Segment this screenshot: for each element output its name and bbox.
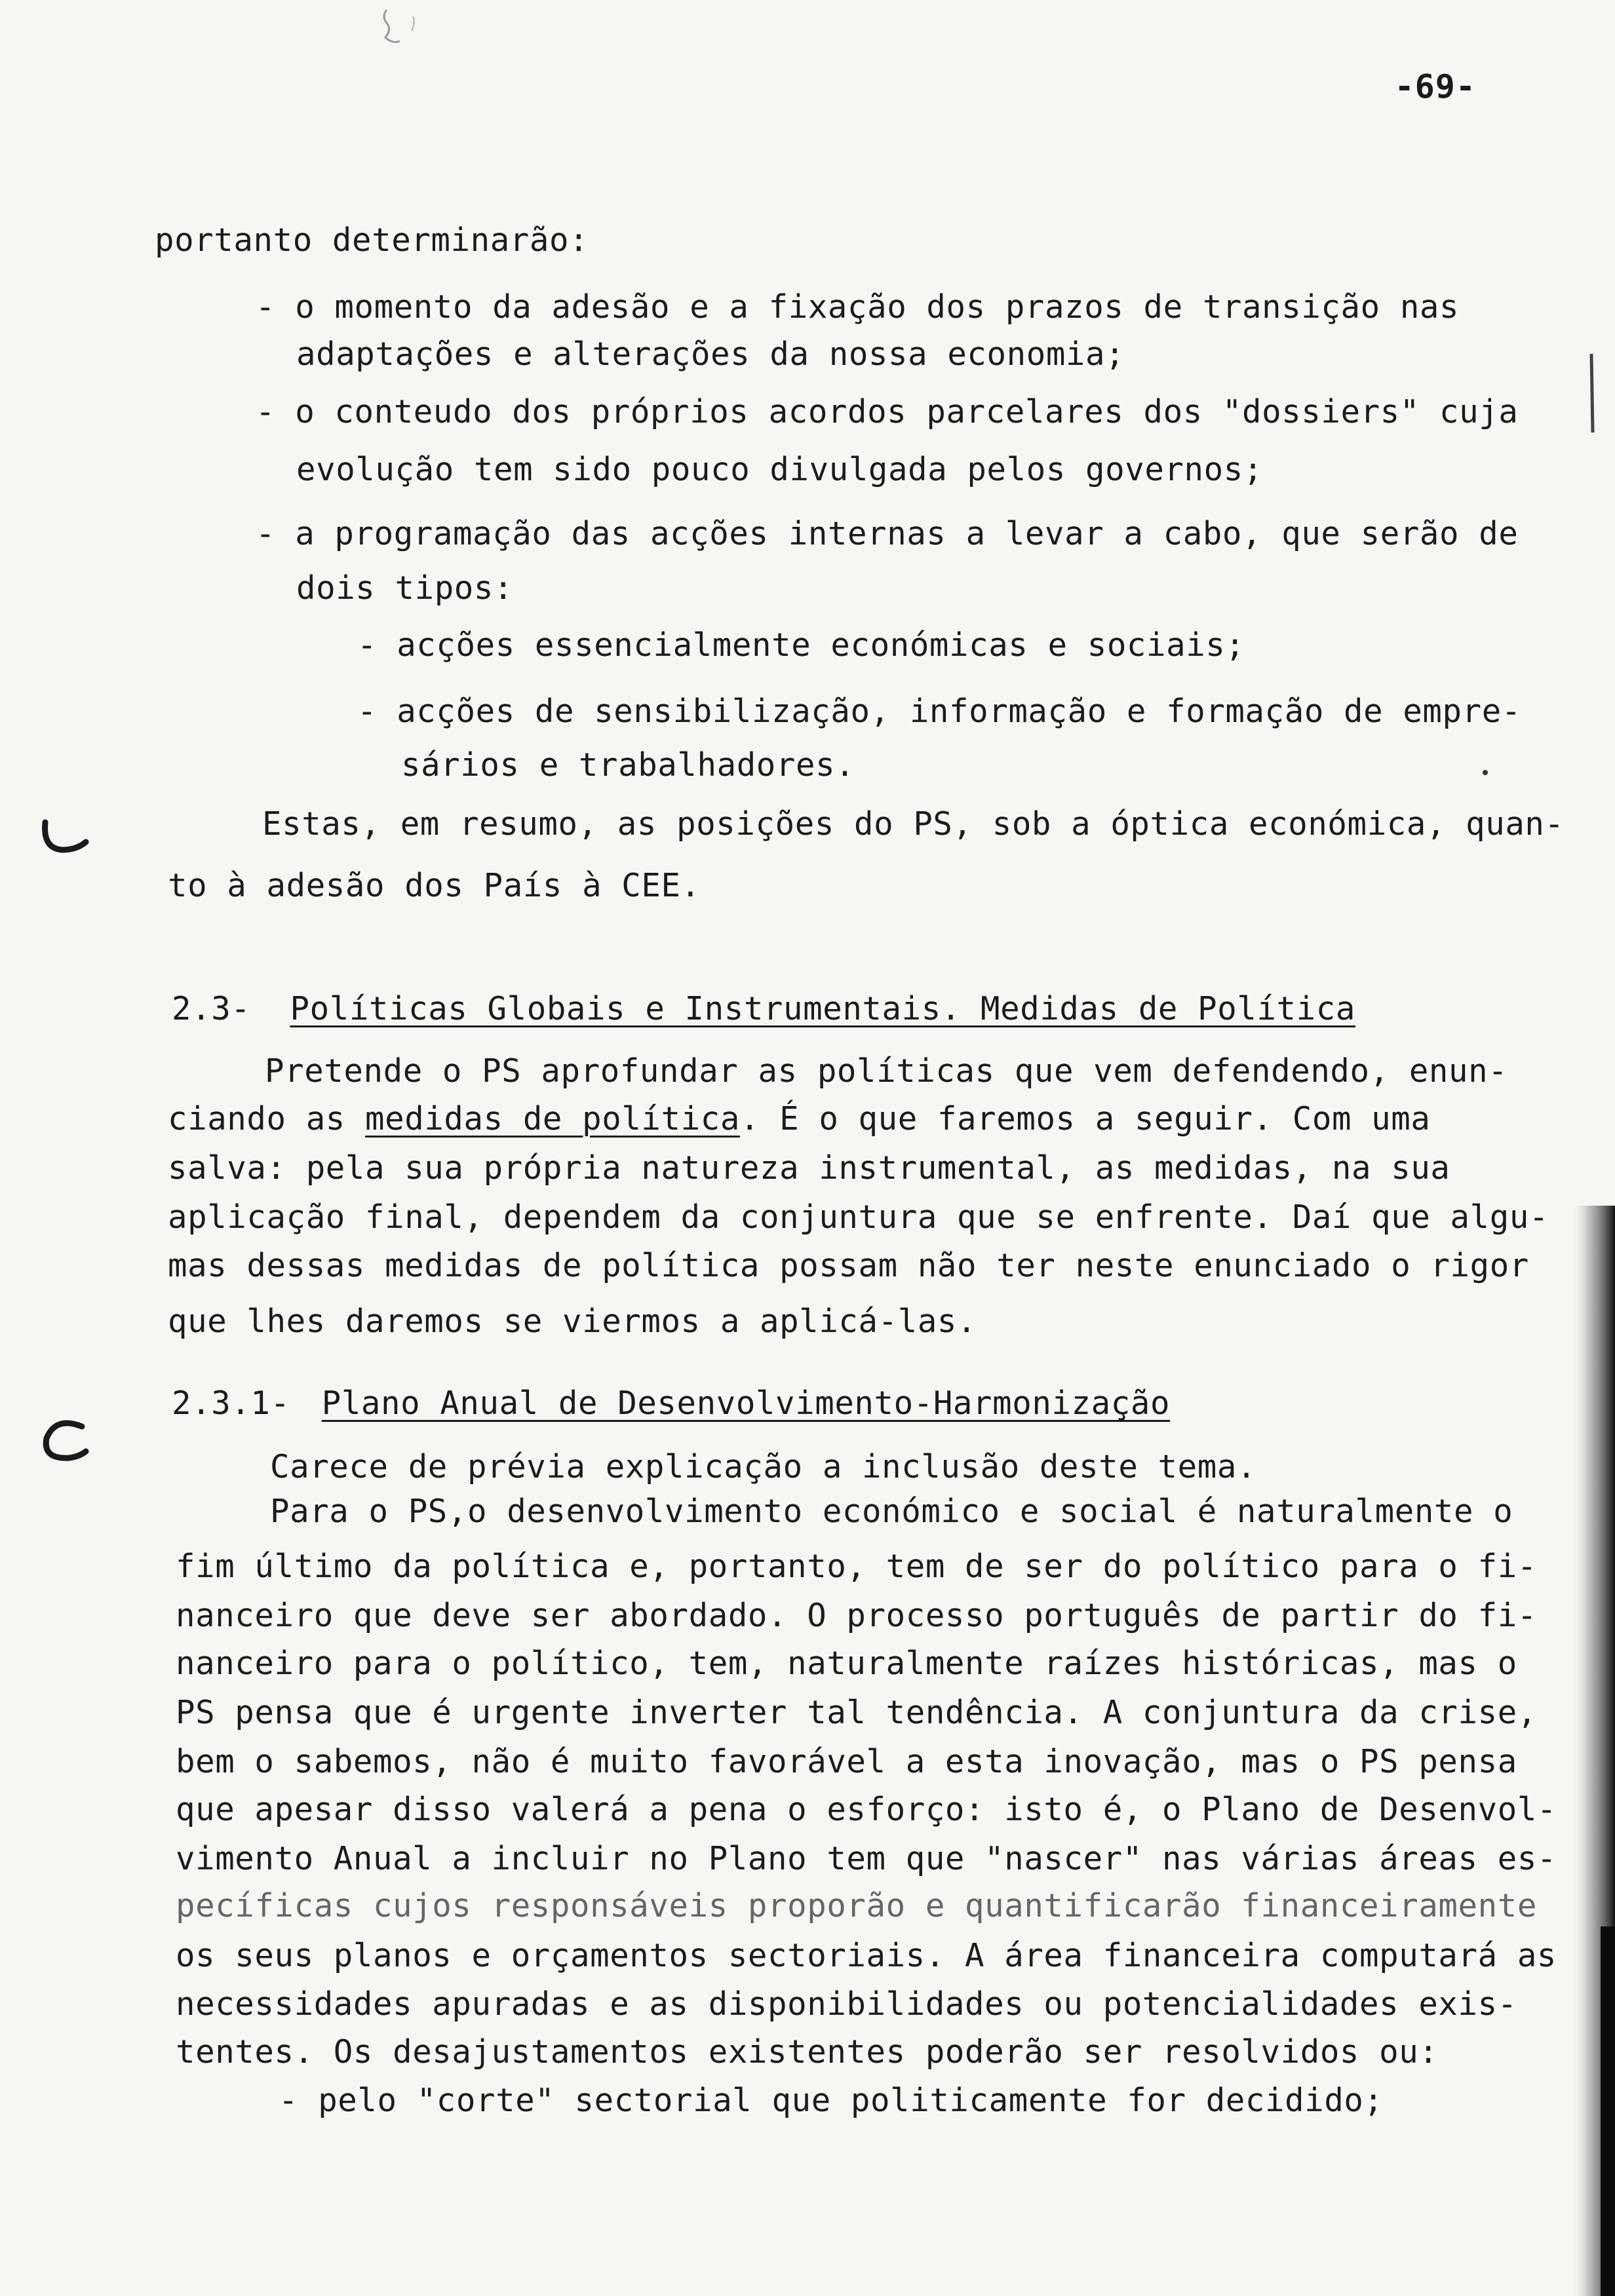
paragraph-line: que apesar disso valerá a pena o esforço: isto é, o Plano de Desenvol-: [176, 1791, 1557, 1828]
underlined-term: medidas de política: [365, 1100, 740, 1138]
section-number: 2.3-: [172, 990, 251, 1027]
section-title: Políticas Globais e Instrumentais. Medidas de Política: [290, 990, 1355, 1027]
paragraph-line: aplicação final, dependem da conjuntura que se enfrente. Daí que algu-: [168, 1198, 1549, 1236]
paragraph-line: bem o sabemos, não é muito favorável a esta inovação, mas o PS pensa: [176, 1743, 1517, 1780]
sub-item-2-line-2: sários e trabalhadores.: [401, 746, 855, 784]
page-number: -69-: [1394, 67, 1476, 105]
summary-line-1: Estas, em resumo, as posições do PS, sob a óptica económica, quan-: [262, 805, 1565, 843]
section-title: Plano Anual de Desenvolvimento-Harmonização: [321, 1385, 1171, 1422]
paragraph-line: nanceiro para o político, tem, naturalmente raízes históricas, mas o: [176, 1645, 1517, 1682]
list-item-1-line-1: - o momento da adesão e a fixação dos prazos de transição nas: [256, 288, 1460, 326]
paragraph-line: fim último da política e, portanto, tem de ser do político para o fi-: [176, 1548, 1537, 1585]
paragraph-line: nanceiro que deve ser abordado. O processo português de partir do fi-: [176, 1597, 1537, 1634]
paragraph-line: vimento Anual a incluir no Plano tem que "nascer" nas várias áreas es-: [176, 1840, 1557, 1877]
paragraph-line: tentes. Os desajustamentos existentes poderão ser resolvidos ou:: [176, 2033, 1439, 2071]
list-item-3-line-2: dois tipos:: [296, 569, 514, 607]
section-number: 2.3.1-: [172, 1385, 290, 1422]
paragraph-line: salva: pela sua própria natureza instrumental, as medidas, na sua: [168, 1149, 1450, 1187]
scan-edge-shadow: [1572, 1206, 1615, 2296]
ink-smudge: [374, 3, 426, 56]
list-item-2-line-2: evolução tem sido pouco divulgada pelos governos;: [296, 451, 1263, 488]
paragraph-line: Carece de prévia explicação a inclusão deste tema.: [270, 1448, 1257, 1485]
paragraph-line: os seus planos e orçamentos sectoriais. A área financeira computará as: [176, 1937, 1557, 1974]
list-item-line: - pelo "corte" sectorial que politicamente for decidido;: [279, 2082, 1384, 2119]
scan-edge-mark: [1580, 354, 1599, 432]
binder-hole-mark: [36, 1412, 95, 1471]
paragraph-line: necessidades apuradas e as disponibilidades ou potencialidades exis-: [176, 1985, 1517, 2023]
paragraph-line: PS pensa que é urgente inverter tal tendência. A conjuntura da crise,: [176, 1694, 1537, 1731]
sub-item-1: - acções essencialmente económicas e sociais;: [357, 626, 1245, 664]
paragraph-line: pecíficas cujos responsáveis proporão e quantificarão financeiramente: [176, 1887, 1537, 1924]
intro-line: portanto determinarão:: [155, 221, 589, 259]
binder-hole-mark: [36, 809, 95, 868]
section-heading-2-3: [172, 990, 1355, 1027]
paragraph-line: ciando as medidas de política. É o que faremos a seguir. Com uma: [168, 1100, 1431, 1138]
list-item-3-line-1: - a programação das acções internas a levar a cabo, que serão de: [256, 515, 1519, 552]
list-item-1-line-2: adaptações e alterações da nossa economia;: [296, 335, 1125, 373]
paragraph-line: Pretende o PS aprofundar as políticas que vem defendendo, enun-: [265, 1052, 1508, 1090]
paragraph-line: Para o PS,o desenvolvimento económico e social é naturalmente o: [270, 1493, 1513, 1530]
sub-item-2-line-1: - acções de sensibilização, informação e formação de empre-: [357, 693, 1521, 730]
section-heading-2-3-1: [172, 1385, 1171, 1422]
paragraph-line: que lhes daremos se viermos a aplicá-las.: [168, 1303, 977, 1340]
summary-line-2: to à adesão dos País à CEE.: [168, 867, 701, 904]
paragraph-line: mas dessas medidas de política possam não ter neste enunciado o rigor: [168, 1247, 1529, 1284]
speck: [1483, 770, 1488, 775]
list-item-2-line-1: - o conteudo dos próprios acordos parcelares dos "dossiers" cuja: [256, 393, 1519, 430]
